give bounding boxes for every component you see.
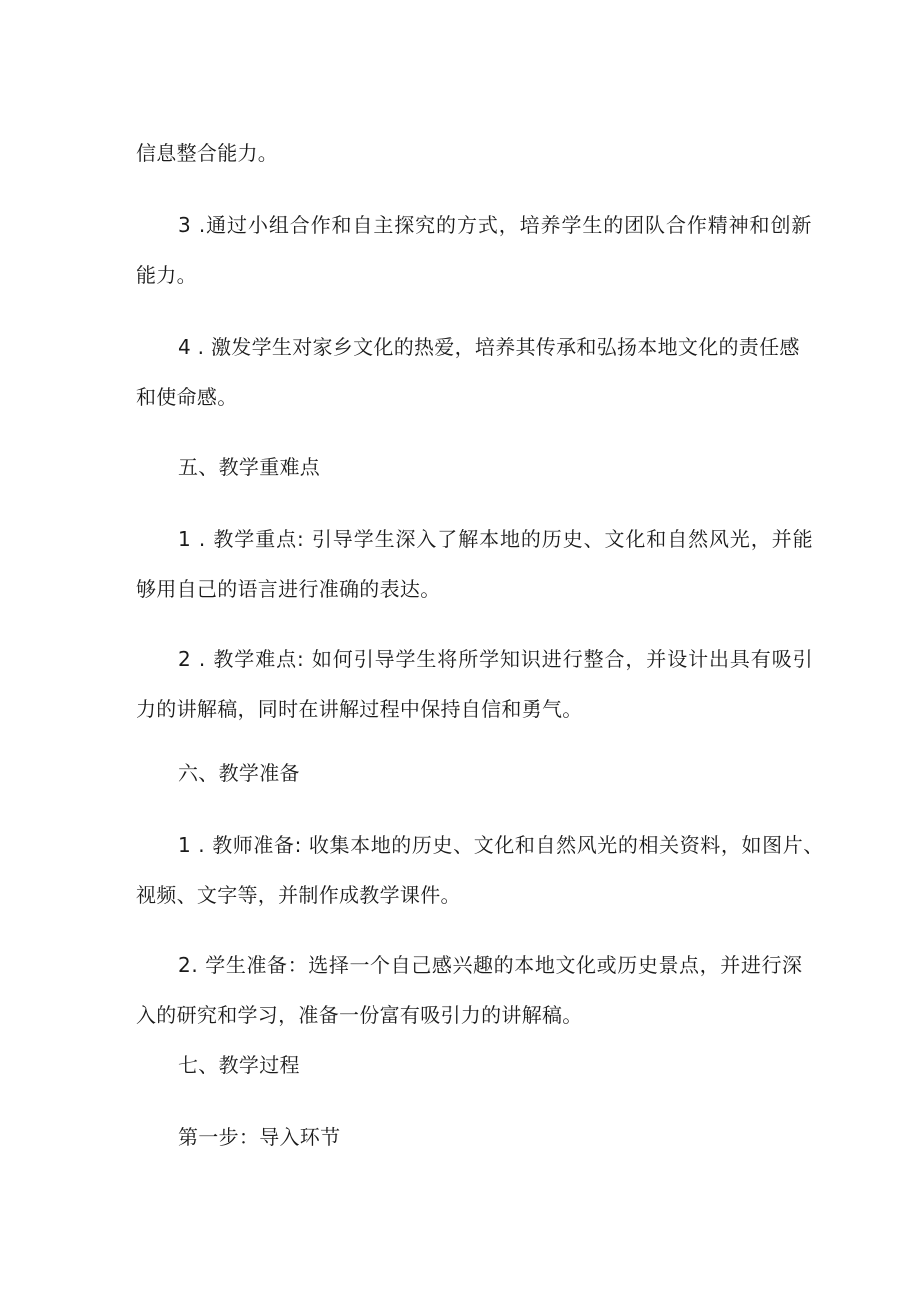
teacher-prep-line-2: 视频、文字等，并制作成教学课件。 xyxy=(136,883,461,907)
teacher-prep-line-1: 1 . 教师准备: 收集本地的历史、文化和自然风光的相关资料，如图片、 xyxy=(178,833,824,857)
section-heading-5: 五、教学重难点 xyxy=(178,455,321,479)
section-heading-6: 六、教学准备 xyxy=(178,761,300,785)
objective-3-line-2: 能力。 xyxy=(136,263,197,287)
paragraph-line: 信息整合能力。 xyxy=(136,141,279,165)
student-prep-line-2: 入的研究和学习，准备一份富有吸引力的讲解稿。 xyxy=(136,1003,583,1027)
key-point-line-2: 够用自己的语言进行准确的表达。 xyxy=(136,577,441,601)
difficulty-line-2: 力的讲解稿，同时在讲解过程中保持自信和勇气。 xyxy=(136,697,583,721)
objective-3-line-1: 3 .通过小组合作和自主探究的方式，培养学生的团队合作精神和创新 xyxy=(178,213,813,237)
step-heading-1: 第一步：导入环节 xyxy=(178,1125,341,1149)
student-prep-line-1: 2. 学生准备：选择一个自己感兴趣的本地文化或历史景点，并进行深 xyxy=(178,953,803,977)
section-heading-7: 七、教学过程 xyxy=(178,1053,300,1077)
objective-4-line-2: 和使命感。 xyxy=(136,385,238,409)
key-point-line-1: 1 . 教学重点: 引导学生深入了解本地的历史、文化和自然风光，并能 xyxy=(178,527,814,551)
objective-4-line-1: 4 . 激发学生对家乡文化的热爱，培养其传承和弘扬本地文化的责任感 xyxy=(178,335,800,359)
difficulty-line-1: 2 . 教学难点: 如何引导学生将所学知识进行整合，并设计出具有吸引 xyxy=(178,647,814,671)
